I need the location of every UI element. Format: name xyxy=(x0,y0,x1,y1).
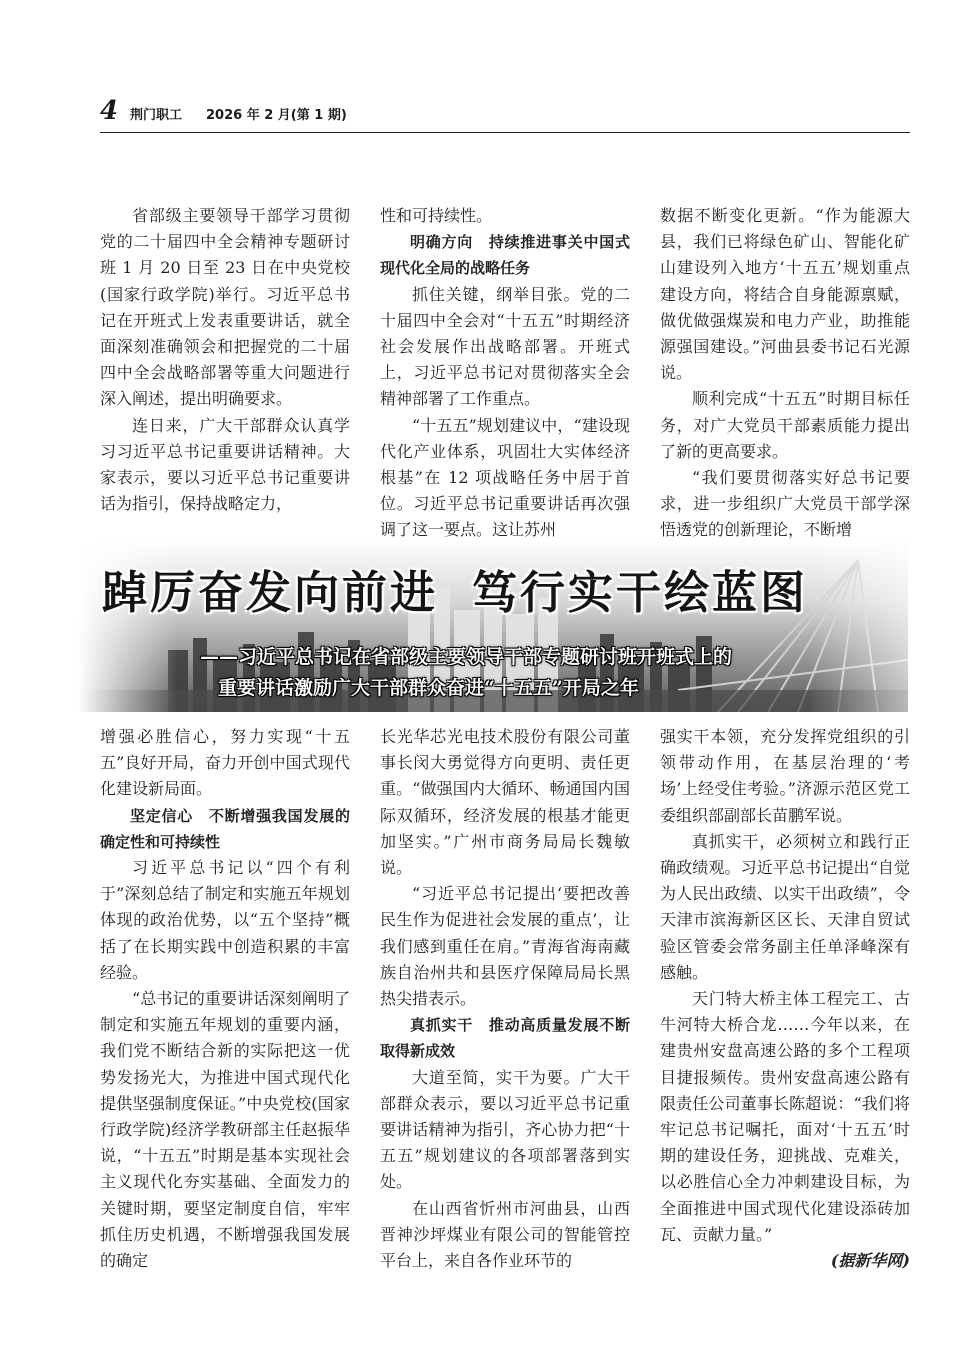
paragraph: “十五五”规划建议中，“建设现代化产业体系，巩固壮大实体经济根基”在 12 项战略任务中居于首位。习近平总书记重要讲话再次强调了这一要点。这让苏州 xyxy=(380,415,630,540)
paragraph: 性和可持续性。 xyxy=(380,206,493,225)
section-heading: 真抓实干 推动高质量发展不断取得新成效 xyxy=(380,1016,630,1061)
upper-column-2 xyxy=(380,203,630,544)
source-credit: (据新华网) xyxy=(830,1251,910,1271)
section-heading: 坚定信心 不断增强我国发展的确定性和可持续性 xyxy=(100,806,350,851)
paragraph: 省部级主要领导干部学习贯彻党的二十届四中全会精神专题研讨班 1 月 20 日至 23 日在中央党校(国家行政学院)举行。习近平总书记在开班式上发表重要讲话，就全面深刻准确领会和把握党的二十届四中全会战略部署等重大问题进行深入阐述，提出明确要求。 xyxy=(100,206,350,409)
paragraph: 在山西省忻州市河曲县，山西晋神沙坪煤业有限公司的智能管控平台上，来自各作业环节的 xyxy=(380,1198,630,1271)
lower-column-2 xyxy=(380,724,630,1274)
paragraph: “总书记的重要讲话深刻阐明了制定和实施五年规划的重要内涵，我们党不断结合新的实际把这一优势发扬光大，为推进中国式现代化提供坚强制度保证。”中央党校(国家行政学院)经济学教研部主任赵振华说，“十五五”时期是基本实现社会主义现代化夯实基础、全面发力的关键时期，要坚定制度自信，牢牢抓住历史机遇，不断增强我国发展的确定 xyxy=(100,989,350,1271)
paragraph: 习近平总书记以“四个有利于”深刻总结了制定和实施五年规划体现的政治优势，以“五个坚持”概括了在长期实践中创造积累的丰富经验。 xyxy=(100,858,350,982)
paragraph: “习近平总书记提出‘要把改善民生作为促进社会发展的重点’，让我们感到重任在肩。”青海省海南藏族自治州共和县医疗保障局局长黑热尖措表示。 xyxy=(380,884,630,1009)
lower-column-1 xyxy=(100,724,350,1274)
headline-part-1: 踔厉奋发向前进 xyxy=(102,566,439,619)
headline-part-2: 笃行实干绘蓝图 xyxy=(472,566,809,619)
main-headline xyxy=(102,556,902,621)
paragraph: 连日来，广大干部群众认真学习习近平总书记重要讲话精神。大家表示，要以习近平总书记重要讲话为指引，保持战略定力， xyxy=(100,415,350,514)
paragraph: 长光华芯光电技术股份有限公司董事长闵大勇觉得方向更明、责任更重。“做强国内大循环、畅通国内国际双循环，经济发展的根基才能更加坚实。”广州市商务局局长魏敏说。 xyxy=(380,727,630,878)
paragraph: 大道至简，实干为要。广大干部群众表示，要以习近平总书记重要讲话精神为指引，齐心协力把“十五五”规划建议的各项部署落到实处。 xyxy=(380,1067,630,1192)
paragraph: 强实干本领，充分发挥党组织的引领带动作用，在基层治理的‘考场’上经受住考验。”济源示范区党工委组织部副部长苗鹏军说。 xyxy=(660,727,910,825)
page-number: 4 xyxy=(100,96,119,126)
paragraph: 顺利完成“十五五”时期目标任务，对广大党员干部素质能力提出了新的更高要求。 xyxy=(660,389,910,461)
paragraph: “我们要贯彻落实好总书记要求，进一步组织广大党员干部学深悟透党的创新理论，不断增 xyxy=(660,468,910,540)
paragraph: 真抓实干，必须树立和践行正确政绩观。习近平总书记提出“自觉为人民出政绩、以实干出政绩”，令天津市滨海新区区长、天津自贸试验区管委会常务副主任单泽峰深有感触。 xyxy=(660,831,910,982)
paragraph: 数据不断变化更新。“作为能源大县，我们已将绿色矿山、智能化矿山建设列入地方‘十五五’规划重点建设方向，将结合自身能源禀赋，做优做强煤炭和电力产业，助推能源强国建设。”河曲县委书记石光源说。 xyxy=(660,206,910,383)
subheadline-line-2: 重要讲话激励广大干部群众奋进“十五五”开局之年 xyxy=(218,677,639,699)
subheadline-line-1: ——习近平总书记在省部级主要领导干部专题研讨班开班式上的 xyxy=(200,646,733,668)
paragraph: 增强必胜信心，努力实现“十五五”良好开局，奋力开创中国式现代化建设新局面。 xyxy=(100,727,350,799)
title-banner xyxy=(78,540,908,712)
issue-date: 2026 年 2 月(第 1 期) xyxy=(206,108,347,123)
paragraph: 抓住关键，纲举目张。党的二十届四中全会对“十五五”时期经济社会发展作出战略部署。开班式上，习近平总书记对贯彻落实全会精神部署了工作重点。 xyxy=(380,284,630,409)
paper-name: 荆门职工 xyxy=(130,108,183,123)
paragraph: 天门特大桥主体工程完工、古牛河特大桥合龙……今年以来，在建贵州安盘高速公路的多个工程项目捷报频传。贵州安盘高速公路有限责任公司董事长陈超说：“我们将牢记总书记嘱托，面对‘十五五’时期的建设任务，迎挑战、克难关，以必胜信心全力冲刺建设目标，为全面推进中国式现代化建设添砖加瓦、贡献力量。” xyxy=(660,989,910,1244)
page-header xyxy=(100,96,910,133)
section-heading: 明确方向 持续推进事关中国式现代化全局的战略任务 xyxy=(380,233,630,278)
upper-column-1 xyxy=(100,203,350,517)
lower-column-3 xyxy=(660,724,910,1274)
upper-column-3 xyxy=(660,203,910,544)
